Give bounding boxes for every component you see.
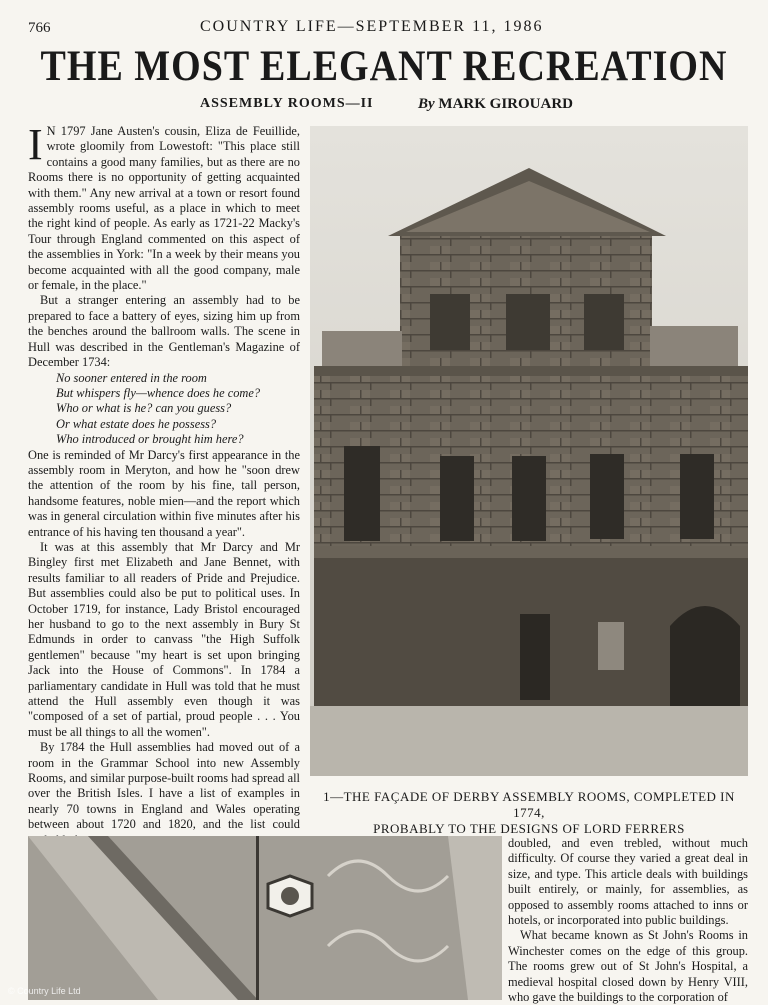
article-paragraph: What became known as St John's Rooms in Winchester comes on the edge of this group. The rooms grew out of St John's Hospital, a medieval hospital closed down by Henry VIII, who gave the buildings to the corporation of [508,928,748,1005]
article-paragraph: By 1784 the Hull assemblies had moved out of a room in the Grammar School into new Assembly Rooms, and similar purpose-built rooms had spread all over the British Isles. I have a list of examples in nearly 70 towns in England and Wales operating between about 1720 and 1820, and the list could [28,740,300,832]
verse-line: Who introduced or brought him here? [56,432,244,447]
caption-line: 1—THE FAÇADE OF DERBY ASSEMBLY ROOMS, COMPLETED IN 1774, [323,789,735,820]
verse-line: Who or what is he? can you guess? [56,401,232,416]
article-paragraph: But a stranger entering an assembly had to be prepared to face a battery of eyes, sizing him up from the benches around the ballroom walls. The scene in Hull was described in the Gentleman's Magazine of December 1734: [28,293,300,370]
verse-line: Or what estate does he possess? [56,416,217,431]
article-column-right [508,836,748,1005]
article-paragraph: One is reminded of Mr Darcy's first appearance in the assembly room in Meryton, and how he "soon drew the attention of the room by his fine, tall person, handsome features, noble mien—and the report which was in general circulation within five minutes after his entrance of his having ten thousand a year". [28,447,300,539]
article-paragraph [28,120,300,293]
derby-assembly-rooms-photo [310,126,748,776]
article-paragraph: doubled, and even trebled, without much difficulty. Of course they varied a great deal in size, and type. This article deals with buildings built entirely, or mainly, for assemblies, as opposed to assembly rooms attached to inns or hotels, or incorporated into public buildings. [508,836,748,928]
verse-quote [56,371,300,448]
copyright-watermark: © Country Life Ltd [8,986,81,996]
article-paragraph: It was at this assembly that Mr Darcy and Mr Bingley first met Elizabeth and Jane Bennet, with results familiar to all readers of Pride and Prejudice. But assemblies could also be put to political uses. In October 1719, for instance, Lady Bristol encouraged her husband to go to the next assembly in Bury St Edmunds in order to canvass "the High Suffolk gentlemen" because "my heart is set upon bringing Jack into the House of Commons". In 1784 a parliamentary candidate in Hull was told that he must attend the Hull assembly even though it was "composed of a set of partial, proud people . . . You must be all things to all the women". [28,539,300,739]
caption-line: PROBABLY TO THE DESIGNS OF LORD FERRERS [373,821,685,836]
photo-caption [310,789,748,837]
headline: THE MOST ELEGANT RECREATION [40,41,728,91]
byline [418,96,573,113]
ceiling-detail-photo [28,836,502,1000]
page-number: 766 [28,20,51,36]
drop-cap: I [28,120,43,169]
byline-prefix: By [418,96,435,112]
article-column-left [28,120,300,848]
byline-name: MARK GIROUARD [438,96,573,112]
kicker: ASSEMBLY ROOMS—II [200,96,374,111]
paragraph-text: N 1797 Jane Austen's cousin, Eliza de Feuillide, wrote gloomily from Lowestoft: "This place still contains a good many families, but as there are no Rooms there is no opportunity of getting acquainted with them." Any new arrival at a town or resort found assembly rooms useful, as a place in which to meet the right kind of people. As early as 1721-22 Macky's Tour through England commented on this aspect of the assemblies in York: "In a week by their means you become acquainted with all the good company, male or female, in the place." [28,124,300,293]
verse-line: But whispers fly—whence does he come? [56,385,261,400]
running-head: COUNTRY LIFE—SEPTEMBER 11, 1986 [200,18,544,35]
verse-line: No sooner entered in the room [56,370,207,385]
